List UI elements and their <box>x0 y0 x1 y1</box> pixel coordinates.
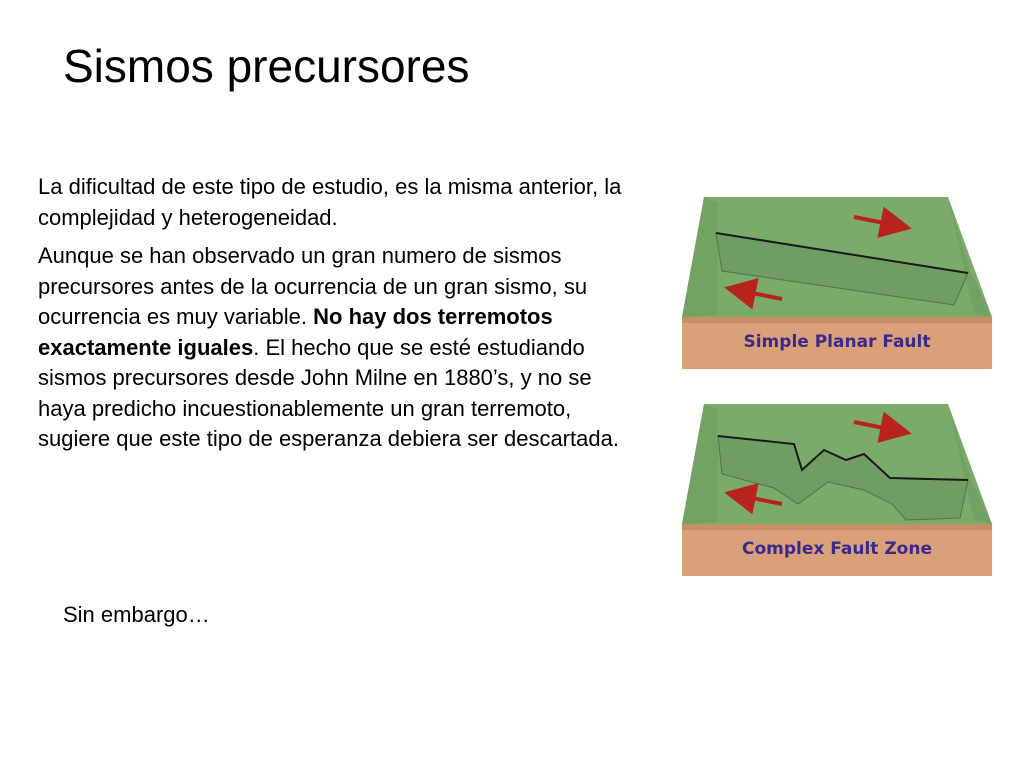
simple-planar-fault-diagram <box>678 193 996 371</box>
emphasis-no-two-quakes: No hay dos terremotos exactamente iguales <box>38 304 553 360</box>
label-base-edge <box>682 524 992 530</box>
ground-left-face <box>682 404 718 524</box>
diagram-label-simple: Simple Planar Fault <box>743 332 931 352</box>
paragraph-precursors-part1: Aunque se han observado un gran numero de sismos precursores antes de la ocurrencia de un gran sismo, su ocurrencia es muy variable. <box>38 243 588 329</box>
paragraph-difficulty: La dificultad de este tipo de estudio, es la misma anterior, la complejidad y heterogeneidad. <box>38 174 622 230</box>
closing-text: Sin embargo… <box>63 602 210 627</box>
complex-fault-zone-diagram <box>678 400 996 578</box>
slide-title: Sismos precursores <box>63 40 470 92</box>
paragraph-precursors <box>38 241 638 455</box>
label-base-edge <box>682 317 992 323</box>
body-text <box>38 172 638 463</box>
ground-left-face <box>682 197 718 317</box>
paragraph-precursors-part2: . El hecho que se esté estudiando sismos precursores desde John Milne en 1880’s, y no se haya predicho incuestionablemente un gran terremoto, sugiere que este tipo de esperanza debiera ser descartada. <box>38 334 619 451</box>
diagram-label-complex: Complex Fault Zone <box>742 539 932 559</box>
